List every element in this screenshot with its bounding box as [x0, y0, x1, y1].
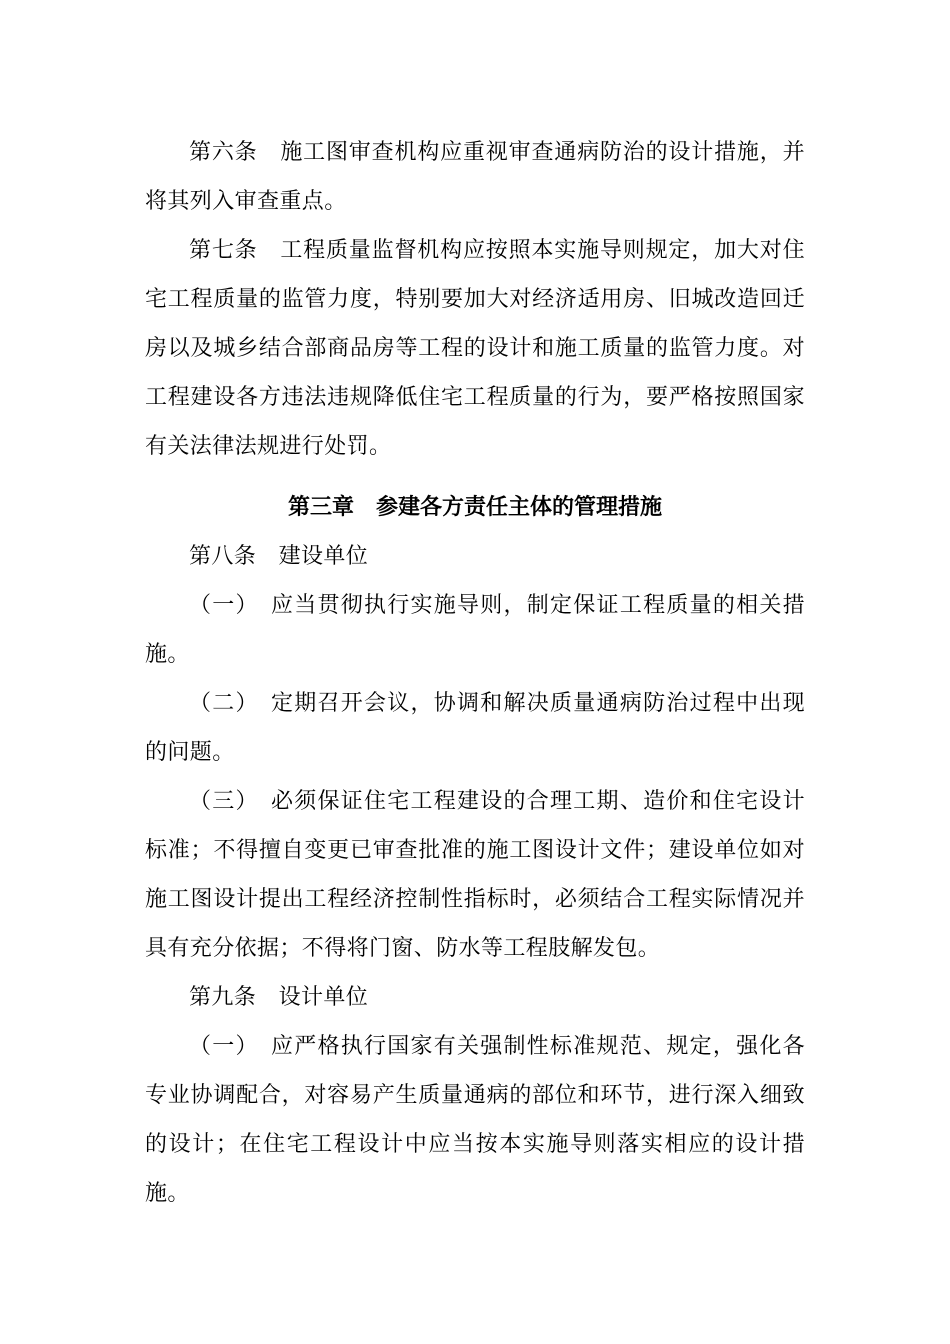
document-page	[145, 128, 805, 1218]
article-8-title: 第八条 建设单位	[189, 544, 369, 569]
article-8-item-3: （三） 必须保证住宅工程建设的合理工期、造价和住宅设计标准；不得擅自变更已审查批准的施工图设计文件；建设单位如对施工图设计提出工程经济控制性指标时，必须结合工程实际情况并具有充分依据；不得将门窗、防水等工程肢解发包。	[145, 789, 805, 961]
article-7-paragraph: 第七条 工程质量监督机构应按照本实施导则规定，加大对住宅工程质量的监管力度，特别要加大对经济适用房、旧城改造回迁房以及城乡结合部商品房等工程的设计和施工质量的监管力度。对工程建设各方违法违规降低住宅工程质量的行为，要严格按照国家有关法律法规进行处罚。	[145, 238, 805, 459]
article-9-item-1: （一） 应严格执行国家有关强制性标准规范、规定，强化各专业协调配合，对容易产生质量通病的部位和环节，进行深入细致的设计；在住宅工程设计中应当按本实施导则落实相应的设计措施。	[145, 1034, 805, 1206]
article-8-item-1: （一） 应当贯彻执行实施导则，制定保证工程质量的相关措施。	[145, 593, 805, 667]
chapter-heading: 第三章 参建各方责任主体的管理措施	[287, 495, 662, 520]
article-6-paragraph: 第六条 施工图审查机构应重视审查通病防治的设计措施，并将其列入审查重点。	[145, 140, 805, 214]
article-8-item-2: （二） 定期召开会议，协调和解决质量通病防治过程中出现的问题。	[145, 691, 805, 765]
article-9-title: 第九条 设计单位	[189, 985, 369, 1010]
